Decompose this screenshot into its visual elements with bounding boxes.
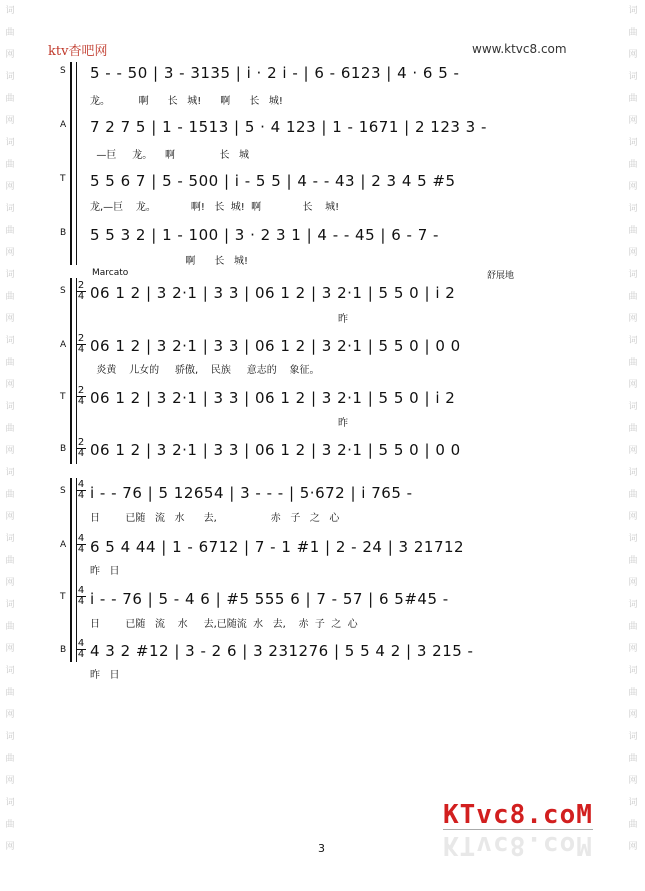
tsig-num: 2 — [77, 280, 85, 291]
voice-label: S — [60, 66, 66, 76]
time-signature — [76, 386, 86, 407]
time-signature — [76, 480, 86, 501]
time-signature — [76, 534, 86, 555]
lyrics-row: 昨 — [90, 418, 348, 429]
tsig-den: 4 — [77, 448, 85, 459]
notes-row: 5 5 3 2 | 1 - 100 | 3 · 2 3 1 | 4 - - 45 | 6 - 7 - — [90, 226, 439, 244]
side-watermark-right: 词曲网词曲网词曲网词曲网词曲网词曲网词曲网词曲网词曲网词曲网词曲网词曲网词曲网 — [628, 6, 638, 852]
tsig-num: 2 — [77, 437, 85, 448]
tsig-den: 4 — [77, 291, 85, 302]
tsig-den: 4 — [77, 649, 85, 660]
voice-label: B — [60, 444, 67, 454]
notes-row: i - - 76 | 5 - 4 6 | #5 555 6 | 7 - 57 | 6 5#45 - — [90, 590, 449, 608]
system-brace — [70, 278, 77, 464]
voice-label: B — [60, 645, 67, 655]
tsig-den: 4 — [77, 344, 85, 355]
marking-marcato: Marcato — [92, 268, 129, 278]
lyrics-row: 日 已随 流 水 去, 赤 子 之 心 — [90, 513, 340, 524]
system-brace — [70, 62, 77, 265]
lyrics-row: —巨 龙。 啊 长 城 — [90, 150, 250, 161]
tsig-den: 4 — [77, 544, 85, 555]
lyrics-row: 昨 — [90, 314, 348, 325]
brand-logo-reflection: KTvc8.coM — [443, 830, 593, 860]
lyrics-row: 龙,—巨 龙。 啊! 长 城! 啊 长 城! — [90, 202, 340, 213]
tsig-num: 4 — [77, 585, 85, 596]
notes-row: 06 1 2 | 3 2·1 | 3 3 | 06 1 2 | 3 2·1 | 5 5 0 | i 2 — [90, 284, 456, 302]
notes-row: 6 5 4 44 | 1 - 6712 | 7 - 1 #1 | 2 - 24 | 3 21712 — [90, 538, 465, 556]
notes-row: 06 1 2 | 3 2·1 | 3 3 | 06 1 2 | 3 2·1 | 5 5 0 | 0 0 — [90, 441, 461, 459]
notes-row: 4 3 2 #12 | 3 - 2 6 | 3 231276 | 5 5 4 2 | 3 215 - — [90, 642, 474, 660]
lyrics-row: 昨 日 — [90, 566, 120, 577]
brand-top-left: ktv杳吧网 — [48, 44, 108, 59]
lyrics-row: 啊 长 城! — [90, 256, 248, 267]
voice-label: A — [60, 340, 67, 350]
time-signature — [76, 334, 86, 355]
tsig-num: 2 — [77, 385, 85, 396]
lyrics-row: 炎黄 儿女的 骄傲, 民族 意志的 象征。 — [90, 365, 320, 376]
system-brace — [70, 478, 77, 662]
marking-shuzhan: 舒展地 — [487, 271, 515, 281]
voice-label: T — [60, 392, 66, 402]
tsig-den: 4 — [77, 396, 85, 407]
time-signature — [76, 438, 86, 459]
notes-row: 7 2 7 5 | 1 - 1513 | 5 · 4 123 | 1 - 1671 | 2 123 3 - — [90, 118, 487, 136]
time-signature — [76, 281, 86, 302]
time-signature — [76, 639, 86, 660]
notes-row: i - - 76 | 5 12654 | 3 - - - | 5·672 | i 765 - — [90, 484, 413, 502]
side-watermark-left: 词曲网词曲网词曲网词曲网词曲网词曲网词曲网词曲网词曲网词曲网词曲网词曲网词曲网 — [5, 6, 15, 852]
url-top-right: www.ktvc8.com — [472, 42, 567, 56]
voice-label: B — [60, 228, 67, 238]
tsig-num: 4 — [77, 638, 85, 649]
lyrics-row: 昨 日 — [90, 670, 120, 681]
voice-label: A — [60, 540, 67, 550]
voice-label: S — [60, 486, 66, 496]
page-number: 3 — [318, 842, 325, 855]
voice-label: T — [60, 592, 66, 602]
tsig-num: 4 — [77, 533, 85, 544]
time-signature — [76, 586, 86, 607]
tsig-num: 2 — [77, 333, 85, 344]
tsig-num: 4 — [77, 479, 85, 490]
tsig-den: 4 — [77, 490, 85, 501]
brand-logo: KTvc8.coM — [443, 800, 593, 830]
notes-row: 5 - - 50 | 3 - 3135 | i · 2 i - | 6 - 6123 | 4 · 6 5 - — [90, 64, 460, 82]
voice-label: A — [60, 120, 67, 130]
notes-row: 06 1 2 | 3 2·1 | 3 3 | 06 1 2 | 3 2·1 | 5 5 0 | i 2 — [90, 389, 456, 407]
lyrics-row: 龙。 啊 长 城! 啊 长 城! — [90, 96, 283, 107]
notes-row: 06 1 2 | 3 2·1 | 3 3 | 06 1 2 | 3 2·1 | 5 5 0 | 0 0 — [90, 337, 461, 355]
notes-row: 5 5 6 7 | 5 - 500 | i - 5 5 | 4 - - 43 | 2 3 4 5 #5 — [90, 172, 456, 190]
voice-label: S — [60, 286, 66, 296]
tsig-den: 4 — [77, 596, 85, 607]
lyrics-row: 日 已随 流 水 去,已随流 水 去, 赤 子 之 心 — [90, 619, 358, 630]
voice-label: T — [60, 174, 66, 184]
